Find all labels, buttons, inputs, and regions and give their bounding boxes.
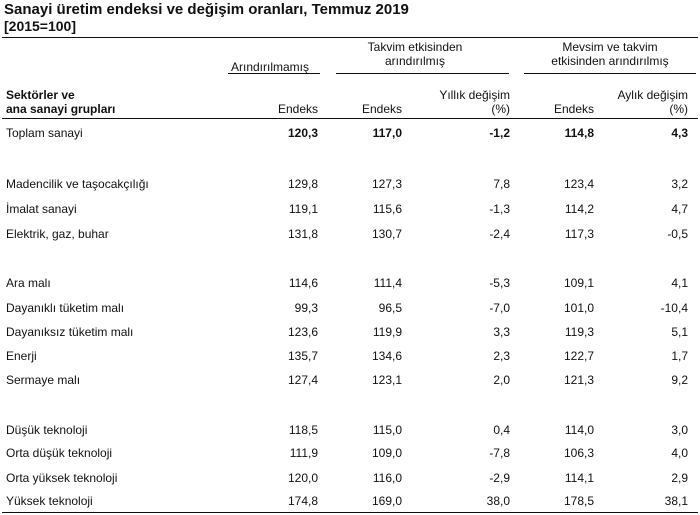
cell-unadjusted-index: 114,6 <box>288 276 318 290</box>
cell-calendar-index: 127,3 <box>371 177 402 191</box>
header-seasonal-adjusted-line1: Mevsim ve takvim <box>562 40 658 54</box>
table-row <box>0 323 700 341</box>
cell-monthly-change: 5,1 <box>671 325 688 339</box>
cell-calendar-index: 169,0 <box>371 494 402 508</box>
table-row <box>0 225 700 243</box>
table-row <box>0 371 700 389</box>
cell-seasonal-index: 114,0 <box>564 423 594 437</box>
table-row <box>0 444 700 462</box>
cell-calendar-index: 116,0 <box>372 471 402 485</box>
row-label: Yüksek teknoloji <box>6 494 93 508</box>
header-endeks-2: Endeks <box>361 102 402 116</box>
table-row <box>0 492 700 510</box>
row-label: Madencilik ve taşocakçılığı <box>6 177 149 191</box>
header-sector-line2: ana sanayi grupları <box>6 102 116 116</box>
cell-unadjusted-index: 135,7 <box>287 349 318 363</box>
row-label: Dayanıklı tüketim malı <box>6 301 125 315</box>
row-label: Toplam sanayi <box>6 126 83 140</box>
header-yearly-change-line1: Yıllık değişim <box>439 88 510 102</box>
cell-unadjusted-index: 99,3 <box>294 301 318 315</box>
cell-unadjusted-index: 129,8 <box>287 177 318 191</box>
header-endeks-3: Endeks <box>553 102 594 116</box>
cell-yearly-change: 3,3 <box>493 325 510 339</box>
header-unadjusted-rule <box>228 73 320 74</box>
cell-seasonal-index: 114,8 <box>564 126 594 140</box>
cell-calendar-index: 123,1 <box>371 373 402 387</box>
cell-monthly-change: 4,7 <box>671 202 688 216</box>
cell-monthly-change: 4,0 <box>671 446 688 460</box>
cell-seasonal-index: 119,3 <box>564 325 594 339</box>
cell-yearly-change: 2,0 <box>493 373 510 387</box>
row-label: Orta yüksek teknoloji <box>6 471 118 485</box>
base-year-note: [2015=100] <box>4 18 77 34</box>
cell-monthly-change: 1,7 <box>671 349 688 363</box>
cell-calendar-index: 119,9 <box>372 325 402 339</box>
cell-calendar-index: 115,6 <box>372 202 402 216</box>
cell-seasonal-index: 123,4 <box>563 177 594 191</box>
cell-monthly-change: 3,0 <box>671 423 688 437</box>
cell-calendar-index: 109,0 <box>371 446 402 460</box>
header-seasonal-adjusted-rule <box>524 73 696 74</box>
cell-monthly-change: -10,4 <box>660 301 688 315</box>
table-row <box>0 200 700 218</box>
cell-monthly-change: 2,9 <box>671 471 688 485</box>
cell-yearly-change: 38,0 <box>486 494 510 508</box>
header-seasonal-adjusted <box>520 40 700 68</box>
cell-seasonal-index: 122,7 <box>563 349 594 363</box>
cell-calendar-index: 117,0 <box>372 126 402 140</box>
header-calendar-adjusted-line1: Takvim etkisinden <box>367 40 463 54</box>
cell-unadjusted-index: 120,0 <box>287 471 318 485</box>
table-bottom-rule <box>2 512 698 513</box>
cell-yearly-change: 0,4 <box>493 423 510 437</box>
cell-monthly-change: 3,2 <box>671 177 688 191</box>
cell-seasonal-index: 114,2 <box>564 202 594 216</box>
cell-seasonal-index: 114,1 <box>564 471 594 485</box>
cell-yearly-change: -7,0 <box>489 301 510 315</box>
cell-unadjusted-index: 119,1 <box>288 202 318 216</box>
row-label: Sermaye malı <box>6 373 81 387</box>
row-label: Ara malı <box>6 276 51 290</box>
table-row <box>0 124 700 142</box>
table-row <box>0 347 700 365</box>
cell-yearly-change: -5,3 <box>489 276 510 290</box>
cell-seasonal-index: 101,0 <box>563 301 594 315</box>
cell-monthly-change: 4,3 <box>671 126 688 140</box>
row-label: Düşük teknoloji <box>6 423 88 437</box>
cell-seasonal-index: 109,1 <box>563 276 594 290</box>
row-label: Enerji <box>6 349 37 363</box>
cell-unadjusted-index: 123,6 <box>287 325 318 339</box>
cell-calendar-index: 96,5 <box>378 301 402 315</box>
cell-monthly-change: 4,1 <box>671 276 688 290</box>
cell-unadjusted-index: 131,8 <box>287 227 318 241</box>
cell-yearly-change: -2,9 <box>489 471 510 485</box>
cell-yearly-change: 7,8 <box>493 177 510 191</box>
cell-calendar-index: 111,4 <box>373 276 402 290</box>
cell-monthly-change: 9,2 <box>671 373 688 387</box>
header-seasonal-adjusted-line2: etkisinden arındırılmış <box>551 54 669 68</box>
cell-unadjusted-index: 127,4 <box>287 373 318 387</box>
row-label: Elektrik, gaz, buhar <box>6 227 109 241</box>
cell-yearly-change: -2,4 <box>489 227 510 241</box>
table-row <box>0 299 700 317</box>
table-row <box>0 421 700 439</box>
cell-calendar-index: 134,6 <box>371 349 402 363</box>
header-endeks-1: Endeks <box>277 102 318 116</box>
cell-calendar-index: 115,0 <box>372 423 402 437</box>
header-yearly-change <box>400 88 510 116</box>
cell-seasonal-index: 178,5 <box>563 494 594 508</box>
header-calendar-adjusted <box>330 40 500 68</box>
cell-yearly-change: -7,8 <box>489 446 510 460</box>
cell-yearly-change: -1,2 <box>489 126 510 140</box>
header-calendar-adjusted-rule <box>336 73 509 74</box>
cell-monthly-change: 38,1 <box>664 494 688 508</box>
header-sector-line1: Sektörler ve <box>6 88 75 102</box>
row-label: İmalat sanayi <box>6 202 77 216</box>
header-monthly-change-line1: Aylık değişim <box>617 88 688 102</box>
table-row <box>0 469 700 487</box>
cell-unadjusted-index: 174,8 <box>287 494 318 508</box>
cell-seasonal-index: 117,3 <box>564 227 594 241</box>
table-row <box>0 175 700 193</box>
cell-unadjusted-index: 111,9 <box>289 446 318 460</box>
header-sector <box>6 88 206 116</box>
cell-yearly-change: 2,3 <box>493 349 510 363</box>
header-unadjusted: Arındırılmamış <box>230 60 309 74</box>
row-label: Dayanıksız tüketim malı <box>6 325 134 339</box>
table-row <box>0 274 700 292</box>
cell-yearly-change: -1,3 <box>489 202 510 216</box>
header-yearly-change-line2: (%) <box>491 102 510 116</box>
header-bottom-rule <box>2 118 698 119</box>
header-monthly-change-line2: (%) <box>669 102 688 116</box>
cell-unadjusted-index: 118,5 <box>288 423 318 437</box>
cell-calendar-index: 130,7 <box>371 227 402 241</box>
header-monthly-change <box>580 88 688 116</box>
table-title: Sanayi üretim endeksi ve değişim oranları, Temmuz 2019 <box>4 1 409 18</box>
table-top-rule <box>2 37 698 38</box>
header-calendar-adjusted-line2: arındırılmış <box>384 54 445 68</box>
cell-monthly-change: -0,5 <box>667 227 688 241</box>
cell-unadjusted-index: 120,3 <box>287 126 318 140</box>
row-label: Orta düşük teknoloji <box>6 446 113 460</box>
cell-seasonal-index: 121,3 <box>563 373 594 387</box>
cell-seasonal-index: 106,3 <box>563 446 594 460</box>
